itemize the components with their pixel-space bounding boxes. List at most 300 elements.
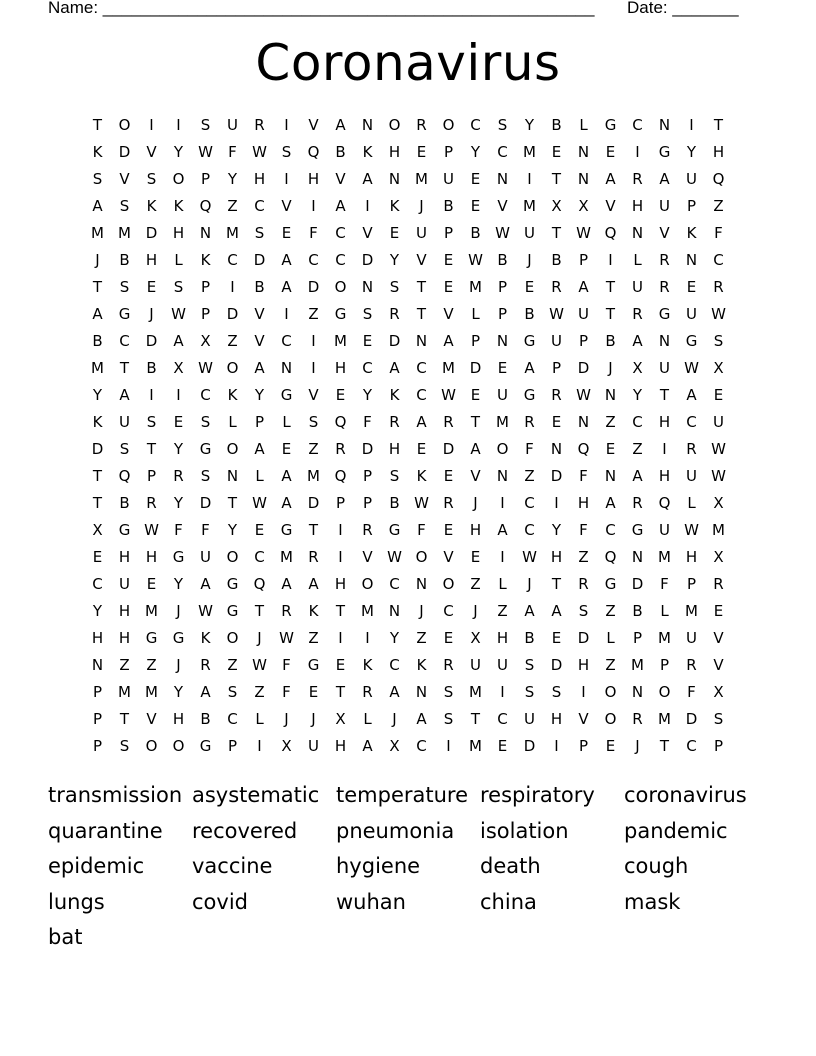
grid-letter[interactable]: A [470, 440, 481, 458]
grid-letter[interactable]: M [712, 521, 725, 539]
grid-letter[interactable]: U [119, 413, 130, 431]
grid-letter[interactable]: G [631, 521, 644, 539]
grid-letter[interactable]: T [659, 737, 670, 755]
grid-letter[interactable]: S [713, 332, 724, 350]
grid-letter[interactable]: O [145, 737, 158, 755]
grid-letter[interactable]: U [227, 116, 238, 134]
grid-letter[interactable]: H [91, 629, 104, 647]
grid-letter[interactable]: C [200, 386, 211, 404]
grid-letter[interactable]: N [577, 170, 590, 188]
grid-letter[interactable]: P [578, 332, 589, 350]
grid-letter[interactable]: A [524, 602, 535, 620]
grid-letter[interactable]: J [176, 656, 181, 674]
grid-letter[interactable]: A [254, 440, 265, 458]
grid-letter[interactable]: Q [658, 494, 671, 512]
grid-letter[interactable]: P [578, 251, 589, 269]
grid-letter[interactable]: N [685, 251, 698, 269]
grid-letter[interactable]: G [172, 548, 185, 566]
grid-letter[interactable]: Z [308, 440, 319, 458]
grid-letter[interactable]: U [443, 170, 454, 188]
grid-letter[interactable]: B [605, 332, 616, 350]
grid-letter[interactable]: I [176, 386, 181, 404]
grid-letter[interactable]: Y [524, 116, 535, 134]
grid-letter[interactable]: H [577, 656, 590, 674]
grid-letter[interactable]: E [281, 224, 292, 242]
grid-letter[interactable]: D [388, 332, 401, 350]
grid-letter[interactable]: I [284, 170, 289, 188]
grid-letter[interactable]: M [91, 224, 104, 242]
grid-letter[interactable]: K [389, 386, 400, 404]
grid-letter[interactable]: A [578, 278, 589, 296]
grid-letter[interactable]: R [551, 278, 562, 296]
grid-letter[interactable]: Y [227, 521, 238, 539]
grid-letter[interactable]: D [442, 440, 455, 458]
grid-letter[interactable]: U [524, 224, 535, 242]
grid-letter[interactable]: H [658, 413, 671, 431]
grid-letter[interactable]: U [578, 305, 589, 323]
grid-letter[interactable]: M [226, 224, 239, 242]
grid-letter[interactable]: S [362, 305, 373, 323]
grid-letter[interactable]: U [470, 656, 481, 674]
grid-letter[interactable]: V [146, 143, 157, 161]
grid-letter[interactable]: H [253, 170, 266, 188]
grid-letter[interactable]: D [685, 710, 698, 728]
grid-letter[interactable]: R [551, 386, 562, 404]
grid-letter[interactable]: O [226, 440, 239, 458]
grid-letter[interactable]: E [443, 467, 454, 485]
grid-letter[interactable]: B [470, 224, 481, 242]
grid-letter[interactable]: P [200, 170, 211, 188]
grid-letter[interactable]: M [91, 359, 104, 377]
grid-letter[interactable]: H [577, 494, 590, 512]
grid-letter[interactable]: R [686, 656, 697, 674]
grid-letter[interactable]: W [468, 251, 483, 269]
grid-letter[interactable]: I [689, 116, 694, 134]
grid-letter[interactable]: W [252, 143, 267, 161]
grid-letter[interactable]: T [92, 467, 103, 485]
grid-letter[interactable]: Z [605, 602, 616, 620]
grid-letter[interactable]: O [658, 683, 671, 701]
grid-letter[interactable]: H [334, 359, 347, 377]
grid-letter[interactable]: P [713, 737, 724, 755]
grid-letter[interactable]: Y [173, 494, 184, 512]
grid-letter[interactable]: W [711, 467, 726, 485]
grid-letter[interactable]: J [635, 737, 640, 755]
grid-letter[interactable]: S [119, 197, 130, 215]
grid-letter[interactable]: W [252, 494, 267, 512]
grid-letter[interactable]: R [362, 683, 373, 701]
grid-letter[interactable]: C [416, 386, 427, 404]
grid-letter[interactable]: K [308, 602, 319, 620]
grid-letter[interactable]: U [497, 656, 508, 674]
grid-letter[interactable]: T [551, 170, 562, 188]
grid-letter[interactable]: I [608, 251, 613, 269]
grid-letter[interactable]: C [686, 737, 697, 755]
grid-letter[interactable]: A [173, 332, 184, 350]
grid-letter[interactable]: S [389, 278, 400, 296]
grid-letter[interactable]: N [550, 440, 563, 458]
grid-letter[interactable]: Y [362, 386, 373, 404]
grid-letter[interactable]: Z [470, 575, 481, 593]
grid-letter[interactable]: G [658, 143, 671, 161]
grid-letter[interactable]: K [416, 467, 427, 485]
grid-letter[interactable]: L [660, 602, 669, 620]
grid-letter[interactable]: E [605, 737, 616, 755]
grid-letter[interactable]: E [551, 143, 562, 161]
grid-letter[interactable]: B [524, 305, 535, 323]
grid-letter[interactable]: A [92, 197, 103, 215]
grid-letter[interactable]: I [284, 116, 289, 134]
grid-letter[interactable]: Y [173, 143, 184, 161]
grid-letter[interactable]: S [443, 683, 454, 701]
grid-letter[interactable]: B [119, 494, 130, 512]
grid-letter[interactable]: R [578, 575, 589, 593]
grid-letter[interactable]: C [335, 251, 346, 269]
grid-letter[interactable]: E [281, 440, 292, 458]
grid-letter[interactable]: M [118, 224, 131, 242]
grid-letter[interactable]: W [684, 359, 699, 377]
grid-letter[interactable]: K [173, 197, 184, 215]
grid-letter[interactable]: A [605, 494, 616, 512]
grid-letter[interactable]: I [284, 305, 289, 323]
grid-letter[interactable]: F [282, 683, 291, 701]
grid-letter[interactable]: C [632, 116, 643, 134]
grid-letter[interactable]: O [415, 548, 428, 566]
date-field[interactable]: Date: _______ [627, 0, 739, 17]
grid-letter[interactable]: N [631, 683, 644, 701]
grid-letter[interactable]: I [311, 197, 316, 215]
grid-letter[interactable]: S [497, 116, 508, 134]
grid-letter[interactable]: S [119, 440, 130, 458]
grid-letter[interactable]: L [363, 710, 372, 728]
grid-letter[interactable]: G [658, 305, 671, 323]
grid-letter[interactable]: W [576, 386, 591, 404]
grid-letter[interactable]: G [334, 305, 347, 323]
grid-letter[interactable]: V [362, 224, 373, 242]
grid-letter[interactable]: R [389, 413, 400, 431]
grid-letter[interactable]: B [200, 710, 211, 728]
grid-letter[interactable]: Q [307, 143, 320, 161]
grid-letter[interactable]: B [254, 278, 265, 296]
grid-letter[interactable]: I [230, 278, 235, 296]
grid-letter[interactable]: K [686, 224, 697, 242]
grid-letter[interactable]: V [308, 386, 319, 404]
grid-letter[interactable]: Z [497, 602, 508, 620]
grid-letter[interactable]: A [551, 602, 562, 620]
grid-letter[interactable]: G [685, 332, 698, 350]
grid-letter[interactable]: R [659, 278, 670, 296]
grid-letter[interactable]: V [605, 197, 616, 215]
grid-letter[interactable]: E [497, 359, 508, 377]
grid-letter[interactable]: Q [604, 548, 617, 566]
grid-letter[interactable]: A [119, 386, 130, 404]
grid-letter[interactable]: S [200, 413, 211, 431]
grid-letter[interactable]: P [686, 575, 697, 593]
grid-letter[interactable]: J [473, 494, 478, 512]
grid-letter[interactable]: Y [173, 440, 184, 458]
grid-letter[interactable]: T [335, 602, 346, 620]
grid-letter[interactable]: D [631, 575, 644, 593]
grid-letter[interactable]: F [687, 683, 696, 701]
grid-letter[interactable]: A [416, 413, 427, 431]
grid-letter[interactable]: I [311, 332, 316, 350]
grid-letter[interactable]: A [632, 332, 643, 350]
grid-letter[interactable]: R [200, 656, 211, 674]
grid-letter[interactable]: M [442, 359, 455, 377]
grid-letter[interactable]: W [711, 440, 726, 458]
grid-letter[interactable]: B [335, 143, 346, 161]
grid-letter[interactable]: V [308, 116, 319, 134]
grid-letter[interactable]: M [658, 548, 671, 566]
name-field[interactable]: Name: ____________________________________________________ [48, 0, 595, 17]
grid-letter[interactable]: B [146, 359, 157, 377]
grid-letter[interactable]: U [416, 224, 427, 242]
grid-letter[interactable]: A [281, 278, 292, 296]
grid-letter[interactable]: T [146, 440, 157, 458]
grid-letter[interactable]: Y [389, 629, 400, 647]
grid-letter[interactable]: A [605, 170, 616, 188]
grid-letter[interactable]: R [308, 548, 319, 566]
grid-letter[interactable]: A [200, 575, 211, 593]
grid-letter[interactable]: W [441, 386, 456, 404]
grid-letter[interactable]: X [578, 197, 589, 215]
grid-letter[interactable]: R [686, 440, 697, 458]
grid-letter[interactable]: S [119, 278, 130, 296]
grid-letter[interactable]: C [416, 359, 427, 377]
grid-letter[interactable]: M [469, 278, 482, 296]
grid-letter[interactable]: D [199, 494, 212, 512]
grid-letter[interactable]: X [92, 521, 103, 539]
grid-letter[interactable]: B [119, 251, 130, 269]
grid-letter[interactable]: S [254, 224, 265, 242]
grid-letter[interactable]: O [388, 116, 401, 134]
grid-letter[interactable]: K [362, 656, 373, 674]
grid-letter[interactable]: N [388, 602, 401, 620]
grid-letter[interactable]: U [497, 386, 508, 404]
grid-letter[interactable]: D [361, 440, 374, 458]
grid-letter[interactable]: Y [470, 143, 481, 161]
grid-letter[interactable]: T [470, 710, 481, 728]
grid-letter[interactable]: U [686, 170, 697, 188]
grid-letter[interactable]: W [576, 224, 591, 242]
grid-letter[interactable]: N [415, 332, 428, 350]
grid-letter[interactable]: R [632, 710, 643, 728]
grid-letter[interactable]: I [365, 629, 370, 647]
grid-letter[interactable]: K [92, 413, 103, 431]
grid-letter[interactable]: J [149, 305, 154, 323]
grid-letter[interactable]: M [496, 413, 509, 431]
grid-letter[interactable]: H [550, 710, 563, 728]
grid-letter[interactable]: M [469, 737, 482, 755]
grid-letter[interactable]: P [470, 332, 481, 350]
grid-letter[interactable]: I [338, 548, 343, 566]
grid-letter[interactable]: E [443, 251, 454, 269]
grid-letter[interactable]: G [199, 440, 212, 458]
grid-letter[interactable]: E [713, 602, 724, 620]
grid-letter[interactable]: L [606, 629, 615, 647]
grid-letter[interactable]: Z [146, 656, 157, 674]
grid-letter[interactable]: I [311, 359, 316, 377]
grid-letter[interactable]: J [95, 251, 100, 269]
grid-letter[interactable]: P [92, 710, 103, 728]
grid-letter[interactable]: V [470, 467, 481, 485]
grid-letter[interactable]: N [577, 413, 590, 431]
grid-letter[interactable]: K [362, 143, 373, 161]
grid-letter[interactable]: S [524, 656, 535, 674]
grid-letter[interactable]: W [495, 224, 510, 242]
grid-letter[interactable]: W [549, 305, 564, 323]
grid-letter[interactable]: U [308, 737, 319, 755]
grid-letter[interactable]: H [496, 629, 509, 647]
grid-letter[interactable]: A [416, 710, 427, 728]
grid-letter[interactable]: T [92, 494, 103, 512]
grid-letter[interactable]: A [659, 170, 670, 188]
grid-letter[interactable]: E [524, 278, 535, 296]
grid-letter[interactable]: O [226, 629, 239, 647]
grid-letter[interactable]: P [227, 737, 238, 755]
grid-letter[interactable]: V [416, 251, 427, 269]
grid-letter[interactable]: D [226, 305, 239, 323]
grid-letter[interactable]: Z [416, 629, 427, 647]
grid-letter[interactable]: X [389, 737, 400, 755]
grid-letter[interactable]: A [281, 575, 292, 593]
grid-letter[interactable]: S [200, 467, 211, 485]
grid-letter[interactable]: H [550, 548, 563, 566]
grid-letter[interactable]: I [500, 494, 505, 512]
grid-letter[interactable]: D [307, 494, 320, 512]
grid-letter[interactable]: C [497, 143, 508, 161]
grid-letter[interactable]: Z [524, 467, 535, 485]
grid-letter[interactable]: N [388, 170, 401, 188]
grid-letter[interactable]: R [713, 278, 724, 296]
grid-letter[interactable]: T [551, 575, 562, 593]
grid-letter[interactable]: E [443, 521, 454, 539]
grid-letter[interactable]: P [551, 359, 562, 377]
grid-letter[interactable]: H [658, 467, 671, 485]
grid-letter[interactable]: S [92, 170, 103, 188]
grid-letter[interactable]: E [686, 278, 697, 296]
grid-letter[interactable]: W [684, 521, 699, 539]
grid-letter[interactable]: P [497, 305, 508, 323]
grid-letter[interactable]: G [523, 332, 536, 350]
grid-letter[interactable]: V [443, 548, 454, 566]
grid-letter[interactable]: R [416, 116, 427, 134]
grid-letter[interactable]: H [712, 143, 725, 161]
grid-letter[interactable]: S [146, 413, 157, 431]
grid-letter[interactable]: P [200, 305, 211, 323]
grid-letter[interactable]: O [442, 116, 455, 134]
grid-letter[interactable]: H [118, 602, 131, 620]
grid-letter[interactable]: T [227, 494, 238, 512]
grid-letter[interactable]: C [362, 359, 373, 377]
grid-letter[interactable]: E [173, 413, 184, 431]
grid-letter[interactable]: E [470, 170, 481, 188]
grid-letter[interactable]: P [686, 197, 697, 215]
grid-letter[interactable]: P [146, 467, 157, 485]
grid-letter[interactable]: M [145, 683, 158, 701]
grid-letter[interactable]: R [281, 602, 292, 620]
grid-letter[interactable]: N [631, 224, 644, 242]
grid-letter[interactable]: G [199, 737, 212, 755]
grid-letter[interactable]: F [201, 521, 210, 539]
grid-letter[interactable]: V [713, 629, 724, 647]
grid-letter[interactable]: A [497, 521, 508, 539]
grid-letter[interactable]: I [635, 143, 640, 161]
grid-letter[interactable]: A [362, 737, 373, 755]
grid-letter[interactable]: J [392, 710, 397, 728]
grid-letter[interactable]: K [92, 143, 103, 161]
grid-letter[interactable]: N [280, 359, 293, 377]
grid-letter[interactable]: N [496, 467, 509, 485]
grid-letter[interactable]: E [92, 548, 103, 566]
grid-letter[interactable]: N [415, 575, 428, 593]
grid-letter[interactable]: C [227, 710, 238, 728]
grid-letter[interactable]: H [334, 737, 347, 755]
grid-letter[interactable]: P [362, 494, 373, 512]
grid-letter[interactable]: Y [632, 386, 643, 404]
grid-letter[interactable]: V [713, 656, 724, 674]
grid-letter[interactable]: O [172, 170, 185, 188]
grid-letter[interactable]: H [334, 575, 347, 593]
grid-letter[interactable]: W [414, 494, 429, 512]
grid-letter[interactable]: I [257, 737, 262, 755]
grid-letter[interactable]: I [365, 197, 370, 215]
grid-letter[interactable]: E [443, 629, 454, 647]
grid-letter[interactable]: D [550, 656, 563, 674]
grid-letter[interactable]: T [416, 305, 427, 323]
grid-letter[interactable]: A [281, 494, 292, 512]
grid-letter[interactable]: P [497, 278, 508, 296]
grid-letter[interactable]: R [632, 170, 643, 188]
grid-letter[interactable]: Q [253, 575, 266, 593]
grid-letter[interactable]: E [470, 548, 481, 566]
grid-letter[interactable]: P [92, 683, 103, 701]
grid-letter[interactable]: W [198, 602, 213, 620]
grid-letter[interactable]: S [443, 710, 454, 728]
grid-letter[interactable]: W [387, 548, 402, 566]
grid-letter[interactable]: C [524, 521, 535, 539]
grid-letter[interactable]: M [523, 197, 536, 215]
grid-letter[interactable]: C [713, 251, 724, 269]
grid-letter[interactable]: Z [254, 683, 265, 701]
grid-letter[interactable]: N [631, 548, 644, 566]
grid-letter[interactable]: R [443, 656, 454, 674]
grid-letter[interactable]: O [604, 683, 617, 701]
grid-letter[interactable]: T [470, 413, 481, 431]
grid-letter[interactable]: R [254, 116, 265, 134]
grid-letter[interactable]: D [91, 440, 104, 458]
grid-letter[interactable]: E [551, 413, 562, 431]
grid-letter[interactable]: E [605, 440, 616, 458]
grid-letter[interactable]: F [417, 521, 426, 539]
grid-letter[interactable]: R [362, 521, 373, 539]
grid-letter[interactable]: D [550, 467, 563, 485]
grid-letter[interactable]: W [144, 521, 159, 539]
grid-letter[interactable]: R [173, 467, 184, 485]
grid-letter[interactable]: W [252, 656, 267, 674]
grid-letter[interactable]: M [658, 629, 671, 647]
grid-letter[interactable]: P [632, 629, 643, 647]
grid-letter[interactable]: T [92, 278, 103, 296]
grid-letter[interactable]: X [335, 710, 346, 728]
grid-letter[interactable]: A [362, 170, 373, 188]
grid-letter[interactable]: M [631, 656, 644, 674]
grid-letter[interactable]: T [308, 521, 319, 539]
grid-letter[interactable]: Z [605, 413, 616, 431]
grid-letter[interactable]: W [279, 629, 294, 647]
grid-letter[interactable]: A [524, 359, 535, 377]
grid-letter[interactable]: G [280, 386, 293, 404]
